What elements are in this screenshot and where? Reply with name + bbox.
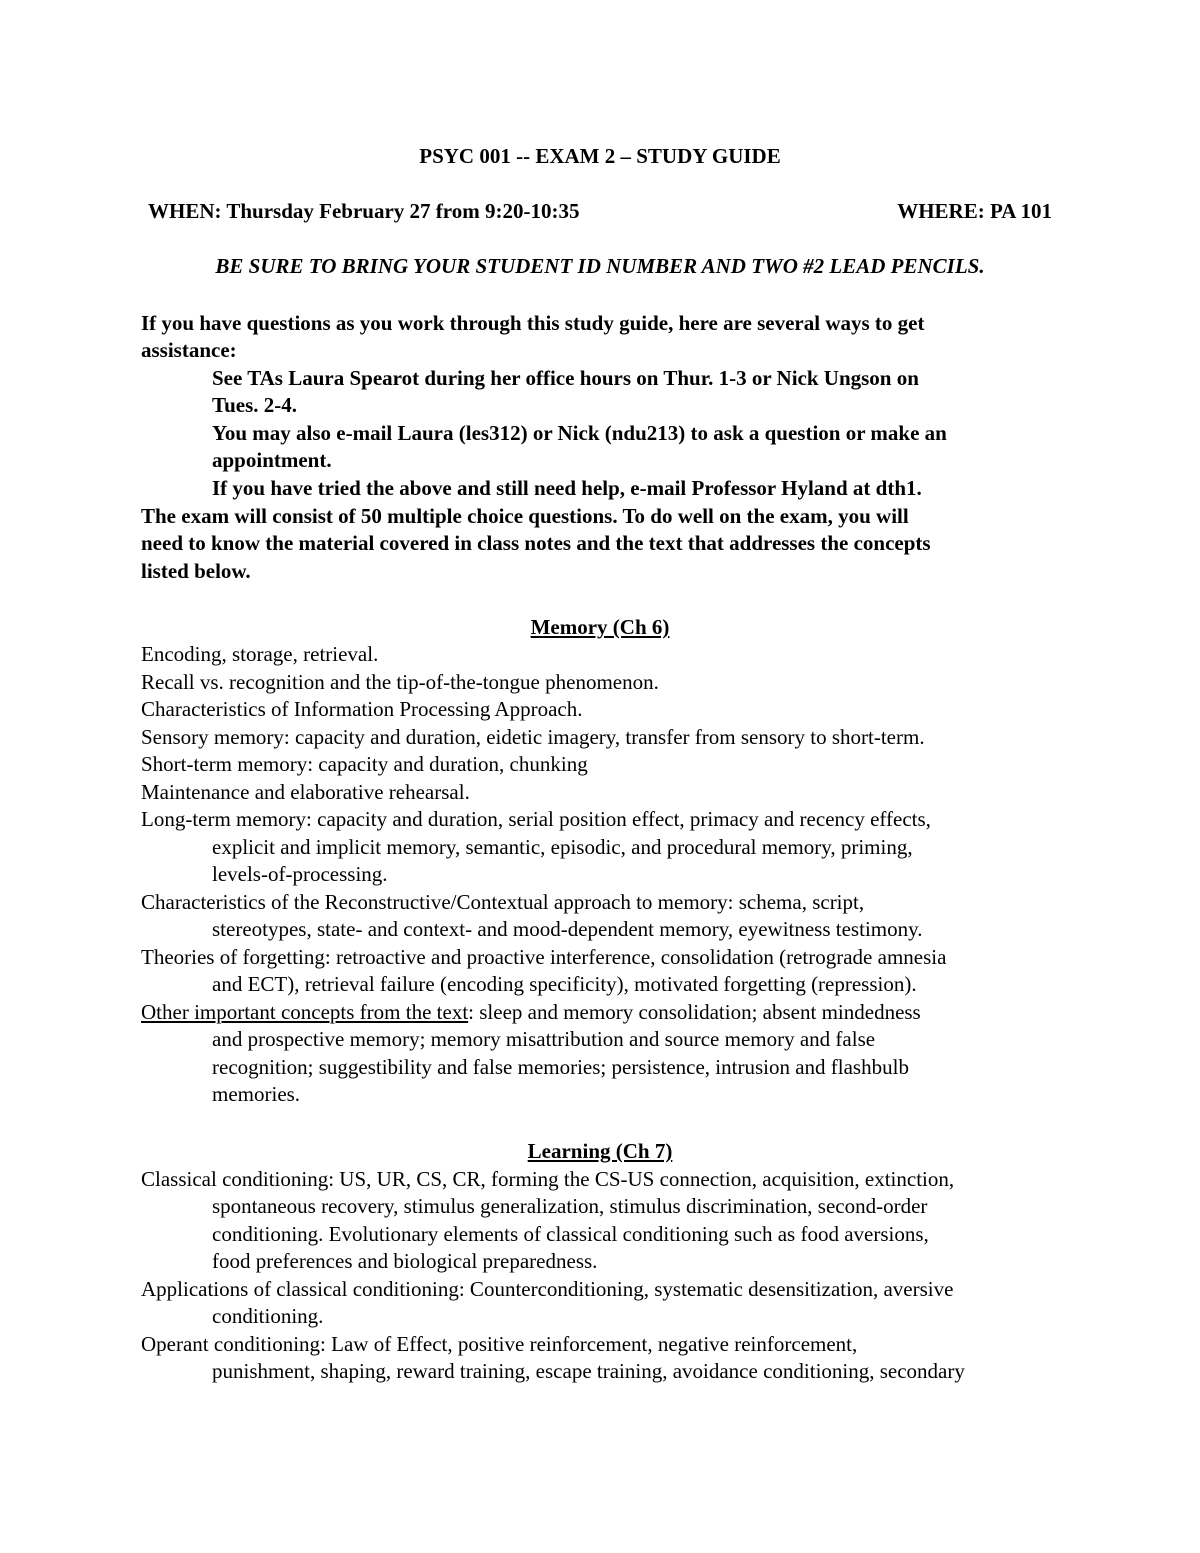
learning-line: Classical conditioning: US, UR, CS, CR, forming the CS-US connection, acquisition, extinction, (141, 1167, 955, 1191)
memory-line: Maintenance and elaborative rehearsal. (141, 780, 470, 804)
exam-info-3: listed below. (141, 559, 251, 583)
learning-line: conditioning. Evolutionary elements of classical conditioning such as food aversions, (212, 1222, 929, 1246)
learning-line: Applications of classical conditioning: Counterconditioning, systematic desensitization, aversive (141, 1277, 954, 1301)
memory-line: and ECT), retrieval failure (encoding specificity), motivated forgetting (repression). (212, 972, 917, 996)
other-concepts-label: Other important concepts from the text (141, 1000, 469, 1024)
memory-line: stereotypes, state- and context- and mood-dependent memory, eyewitness testimony. (212, 917, 923, 941)
learning-heading: Learning (Ch 7) (527, 1139, 673, 1163)
learning-line: spontaneous recovery, stimulus generalization, stimulus discrimination, second-order (212, 1194, 928, 1218)
other-concepts-line: recognition; suggestibility and false memories; persistence, intrusion and flashbulb (212, 1055, 909, 1079)
exam-info-2: need to know the material covered in class notes and the text that addresses the concepts (141, 531, 931, 555)
learning-line: punishment, shaping, reward training, escape training, avoidance conditioning, secondary (212, 1359, 965, 1383)
memory-line: Characteristics of the Reconstructive/Contextual approach to memory: schema, script, (141, 890, 865, 914)
exam-info-1: The exam will consist of 50 multiple choice questions. To do well on the exam, you will (141, 504, 909, 528)
memory-line: Characteristics of Information Processing Approach. (141, 697, 583, 721)
assistance-item-1b: Tues. 2-4. (212, 393, 297, 417)
memory-line: Short-term memory: capacity and duration, chunking (141, 752, 588, 776)
memory-heading: Memory (Ch 6) (530, 615, 670, 639)
memory-line: levels-of-processing. (212, 862, 388, 886)
assistance-intro-2: assistance: (141, 338, 237, 362)
assistance-item-2a: You may also e-mail Laura (les312) or Nick (ndu213) to ask a question or make an (212, 421, 947, 445)
other-concepts-line: and prospective memory; memory misattribution and source memory and false (212, 1027, 876, 1051)
memory-line: Theories of forgetting: retroactive and proactive interference, consolidation (retrograde amnesia (141, 945, 947, 969)
learning-line: Operant conditioning: Law of Effect, positive reinforcement, negative reinforcement, (141, 1332, 858, 1356)
other-concepts-line: memories. (212, 1082, 301, 1106)
assistance-item-3: If you have tried the above and still need help, e-mail Professor Hyland at dth1. (212, 476, 922, 500)
memory-line: Long-term memory: capacity and duration, serial position effect, primacy and recency effects, (141, 807, 931, 831)
learning-line: conditioning. (212, 1304, 324, 1328)
reminder-line: BE SURE TO BRING YOUR STUDENT ID NUMBER AND TWO #2 LEAD PENCILS. (215, 254, 985, 278)
memory-line: Encoding, storage, retrieval. (141, 642, 379, 666)
assistance-item-1a: See TAs Laura Spearot during her office hours on Thur. 1-3 or Nick Ungson on (212, 366, 919, 390)
memory-line: Recall vs. recognition and the tip-of-the-tongue phenomenon. (141, 670, 659, 694)
exam-when: WHEN: Thursday February 27 from 9:20-10:35 (148, 199, 580, 223)
memory-line: Sensory memory: capacity and duration, eidetic imagery, transfer from sensory to short-term. (141, 725, 925, 749)
exam-where: WHERE: PA 101 (897, 199, 1052, 223)
page-title: PSYC 001 -- EXAM 2 – STUDY GUIDE (419, 144, 781, 168)
other-concepts-rest: : sleep and memory consolidation; absent mindedness (468, 1000, 921, 1024)
memory-line: explicit and implicit memory, semantic, episodic, and procedural memory, priming, (212, 835, 913, 859)
assistance-intro-1: If you have questions as you work through this study guide, here are several ways to get (141, 311, 925, 335)
learning-line: food preferences and biological preparedness. (212, 1249, 598, 1273)
other-concepts-line (141, 999, 921, 1026)
assistance-item-2b: appointment. (212, 448, 332, 472)
